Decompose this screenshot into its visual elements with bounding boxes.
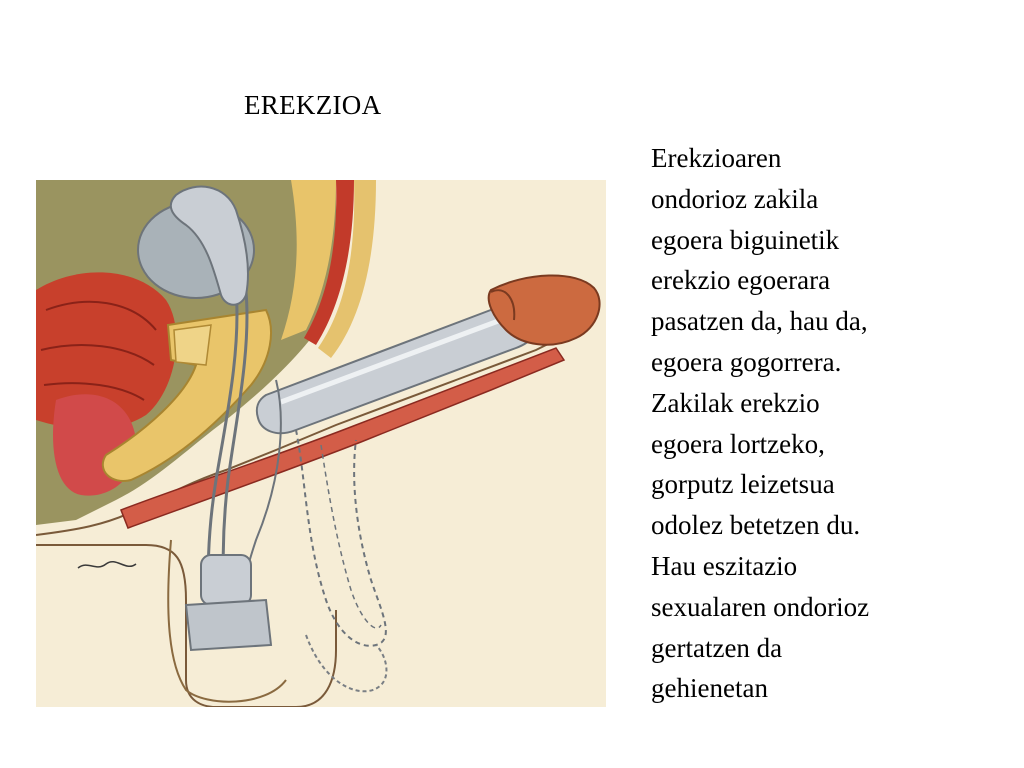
text-line: gertatzen da — [651, 632, 783, 663]
text-line: gorputz leizetsua — [651, 469, 835, 500]
body-text — [651, 138, 951, 709]
text-line: erekzio egoerara — [651, 265, 831, 296]
text-line: pasatzen da, hau da, — [651, 306, 868, 337]
text-line: Hau eszitazio — [651, 550, 798, 581]
text-line: egoera lortzeko, — [651, 428, 825, 459]
text-line: Zakilak erekzio — [651, 387, 820, 418]
text-line: sexualaren ondorioz — [651, 591, 870, 622]
text-line: gehienetan — [651, 673, 768, 704]
text-line: ondorioz zakila — [651, 183, 819, 214]
text-line: Erekzioaren — [651, 143, 782, 173]
slide-title: EREKZIOA — [244, 90, 382, 120]
text-line: egoera gogorrera. — [651, 346, 842, 377]
anatomy-illustration — [36, 180, 606, 707]
text-line: odolez betetzen du. — [651, 510, 861, 541]
text-line: egoera biguinetik — [651, 224, 840, 255]
